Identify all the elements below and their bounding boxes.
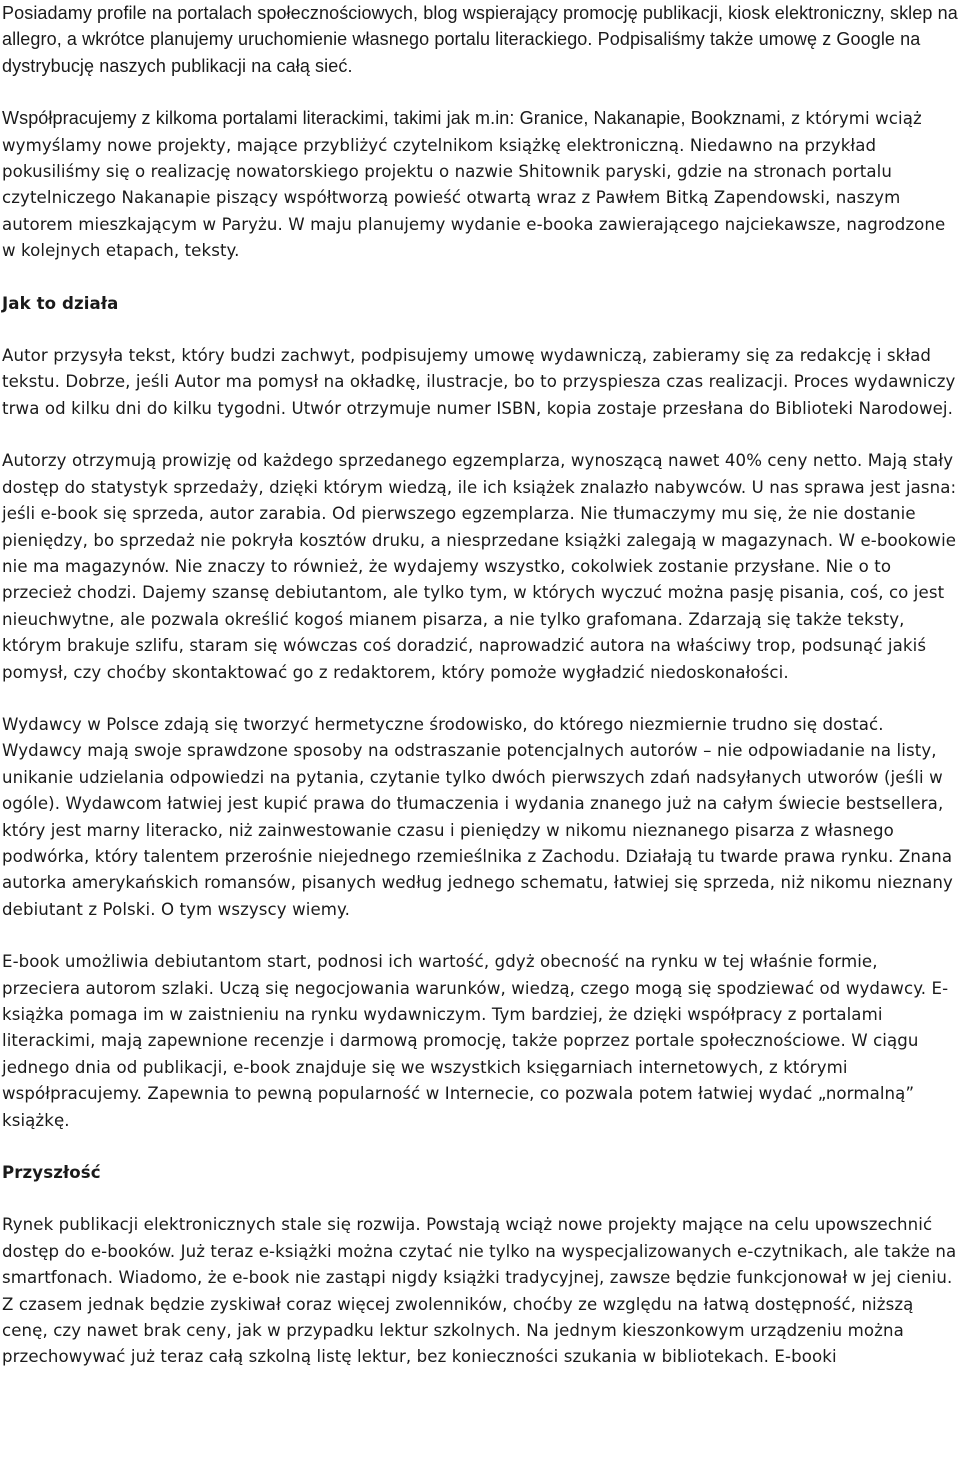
paragraph-spacer (2, 1134, 960, 1160)
section-heading-future: Przyszłość (2, 1163, 101, 1183)
paragraph-spacer (2, 923, 960, 949)
paragraph-ebook-benefits: E-book umożliwia debiutantom start, podnosi ich wartość, gdyż obecność na rynku w tej właśnie formie, przeciera autorom szlaki. Uczą się negocjowania warunków, wiedzą, czego mogą się spodziewać od wydawcy. E-książka pomaga im w zaistnieniu na rynku wydawniczym. Tym bardziej, że dzięki współpracy z portalami literackimi, mają zapewnione recenzje i darmową promocję, także poprzez portale społecznościowe. W ciągu jednego dnia od publikacji, e-book znajduje się we wszystkich księgarniach internetowych, z którymi współpracujemy. Zapewnia to pewną popularność w Internecie, co pozwala potem łatwiej wydać „normalną” książkę. (2, 952, 949, 1130)
paragraph-spacer (2, 422, 960, 448)
paragraph-spacer (2, 1186, 960, 1212)
paragraph-publishers: Wydawcy w Polsce zdają się tworzyć hermetyczne środowisko, do którego niezmiernie trudno się dostać. Wydawcy mają swoje sprawdzone sposoby na odstraszanie potencjalnych autorów – nie odpowiadanie na listy, unikanie udzielania odpowiedzi na pytania, czytanie tylko dwóch pierwszych zdań nadsyłanych utworów (jeśli w ogóle). Wydawcom łatwiej jest kupić prawa do tłumaczenia i wydania znanego już na całym świecie bestsellera, który jest marny literacko, niż zainwestowanie czasu i pieniędzy w nikomu nieznanego pisarza z własnego podwórka, który talentem przerośnie niejednego rzemieślnika z Zachodu. Działają tu twarde prawa rynku. Znana autorka amerykańskich romansów, pisanych według jednego schematu, łatwiej się sprzeda, niż nikomu nieznany debiutant z Polski. O tym wszyscy wiemy. (2, 714, 953, 919)
paragraph-spacer (2, 265, 960, 291)
paragraph-spacer (2, 317, 960, 343)
paragraph-future: Rynek publikacji elektronicznych stale się rozwija. Powstają wciąż nowe projekty mające na celu upowszechnić dostęp do e-booków. Już teraz e-książki można czytać nie tylko na wyspecjalizowanych e-czytnikach, ale także na smartfonach. Wiadomo, że e-book nie zastąpi nigdy książki tradycyjnej, zawsze będzie funkcjonował w jej cieniu. Z czasem jednak będzie zyskiwał coraz więcej zwolenników, choćby ze względu na łatwą dostępność, niższą cenę, czy nawet brak ceny, jak w przypadku lektur szkolnych. Na jednym kieszonkowym urządzeniu można przechowywać już teraz całą szkolną listę lektur, bez konieczności szukania w bibliotekach. E-booki (2, 1215, 957, 1367)
paragraph-process: Autor przysyła tekst, który budzi zachwyt, podpisujemy umowę wydawniczą, zabieramy się za redakcję i skład tekstu. Dobrze, jeśli Autor ma pomysł na okładkę, ilustracje, bo to przyspiesza czas realizacji. Proces wydawniczy trwa od kilku dni do kilku tygodni. Utwór otrzymuje numer ISBN, kopia zostaje przesłana do Biblioteki Narodowej. (2, 346, 956, 418)
paragraph-partners-lead: Współpracujemy z kilkoma portalami literackimi, takimi jak m.in: Granice, Nakanapie, Bookznami, (2, 108, 786, 129)
paragraph-intro: Posiadamy profile na portalach społecznościowych, blog wspierający promocję publikacji, kiosk elektroniczny, sklep na allegro, a wkrótce planujemy uruchomienie własnego portalu literackiego. Podpisaliśmy także umowę z Google na dystrybucję naszych publikacji na całą sieć. (2, 3, 958, 76)
paragraph-spacer (2, 686, 960, 712)
paragraph-partners (2, 105, 960, 264)
paragraph-partners-body: z którymi wciąż wymyślamy nowe projekty, mające przybliżyć czytelnikom książkę elektroniczną. Niedawno na przykład pokusiliśmy się o realizację nowatorskiego projektu o nazwie Shitownik paryski, gdzie na stronach portalu czytelniczego Nakanapie piszący współtworzą powieść otwartą wraz z Pawłem Bitką Zapendowski, naszym autorem mieszkającym w Paryżu. W maju planujemy wydanie e-booka zawierającego najciekawsze, nagrodzone w kolejnych etapach, teksty. (2, 109, 946, 261)
paragraph-spacer (2, 79, 960, 105)
paragraph-royalties: Autorzy otrzymują prowizję od każdego sprzedanego egzemplarza, wynoszącą nawet 40% ceny netto. Mają stały dostęp do statystyk sprzedaży, dzięki którym wiedzą, ile ich książek znalazło nabywców. U nas sprawa jest jasna: jeśli e-book się sprzeda, autor zarabia. Od pierwszego egzemplarza. Nie tłumaczymy mu się, że nie dostanie pieniędzy, bo sprzedaż nie pokryła kosztów druku, a niesprzedane książki zalegają w magazynach. W e-bookowie nie ma magazynów. Nie znaczy to również, że wydajemy wszystko, cokolwiek zostanie przysłane. Nie o to przecież chodzi. Dajemy szansę debiutantom, ale tylko tym, w których wyczuć można pasję pisania, coś, co jest nieuchwytne, ale pozwala określić kogoś mianem pisarza, a nie tylko grafomana. Zdarzają się także teksty, którym brakuje szlifu, staram się wówczas coś doradzić, naprowadzić autora na właściwy trop, podsunąć jakiś pomysł, czy choćby skontaktować go z redaktorem, który pomoże wygładzić niedoskonałości. (2, 451, 957, 682)
section-heading-how-it-works: Jak to działa (2, 293, 119, 313)
